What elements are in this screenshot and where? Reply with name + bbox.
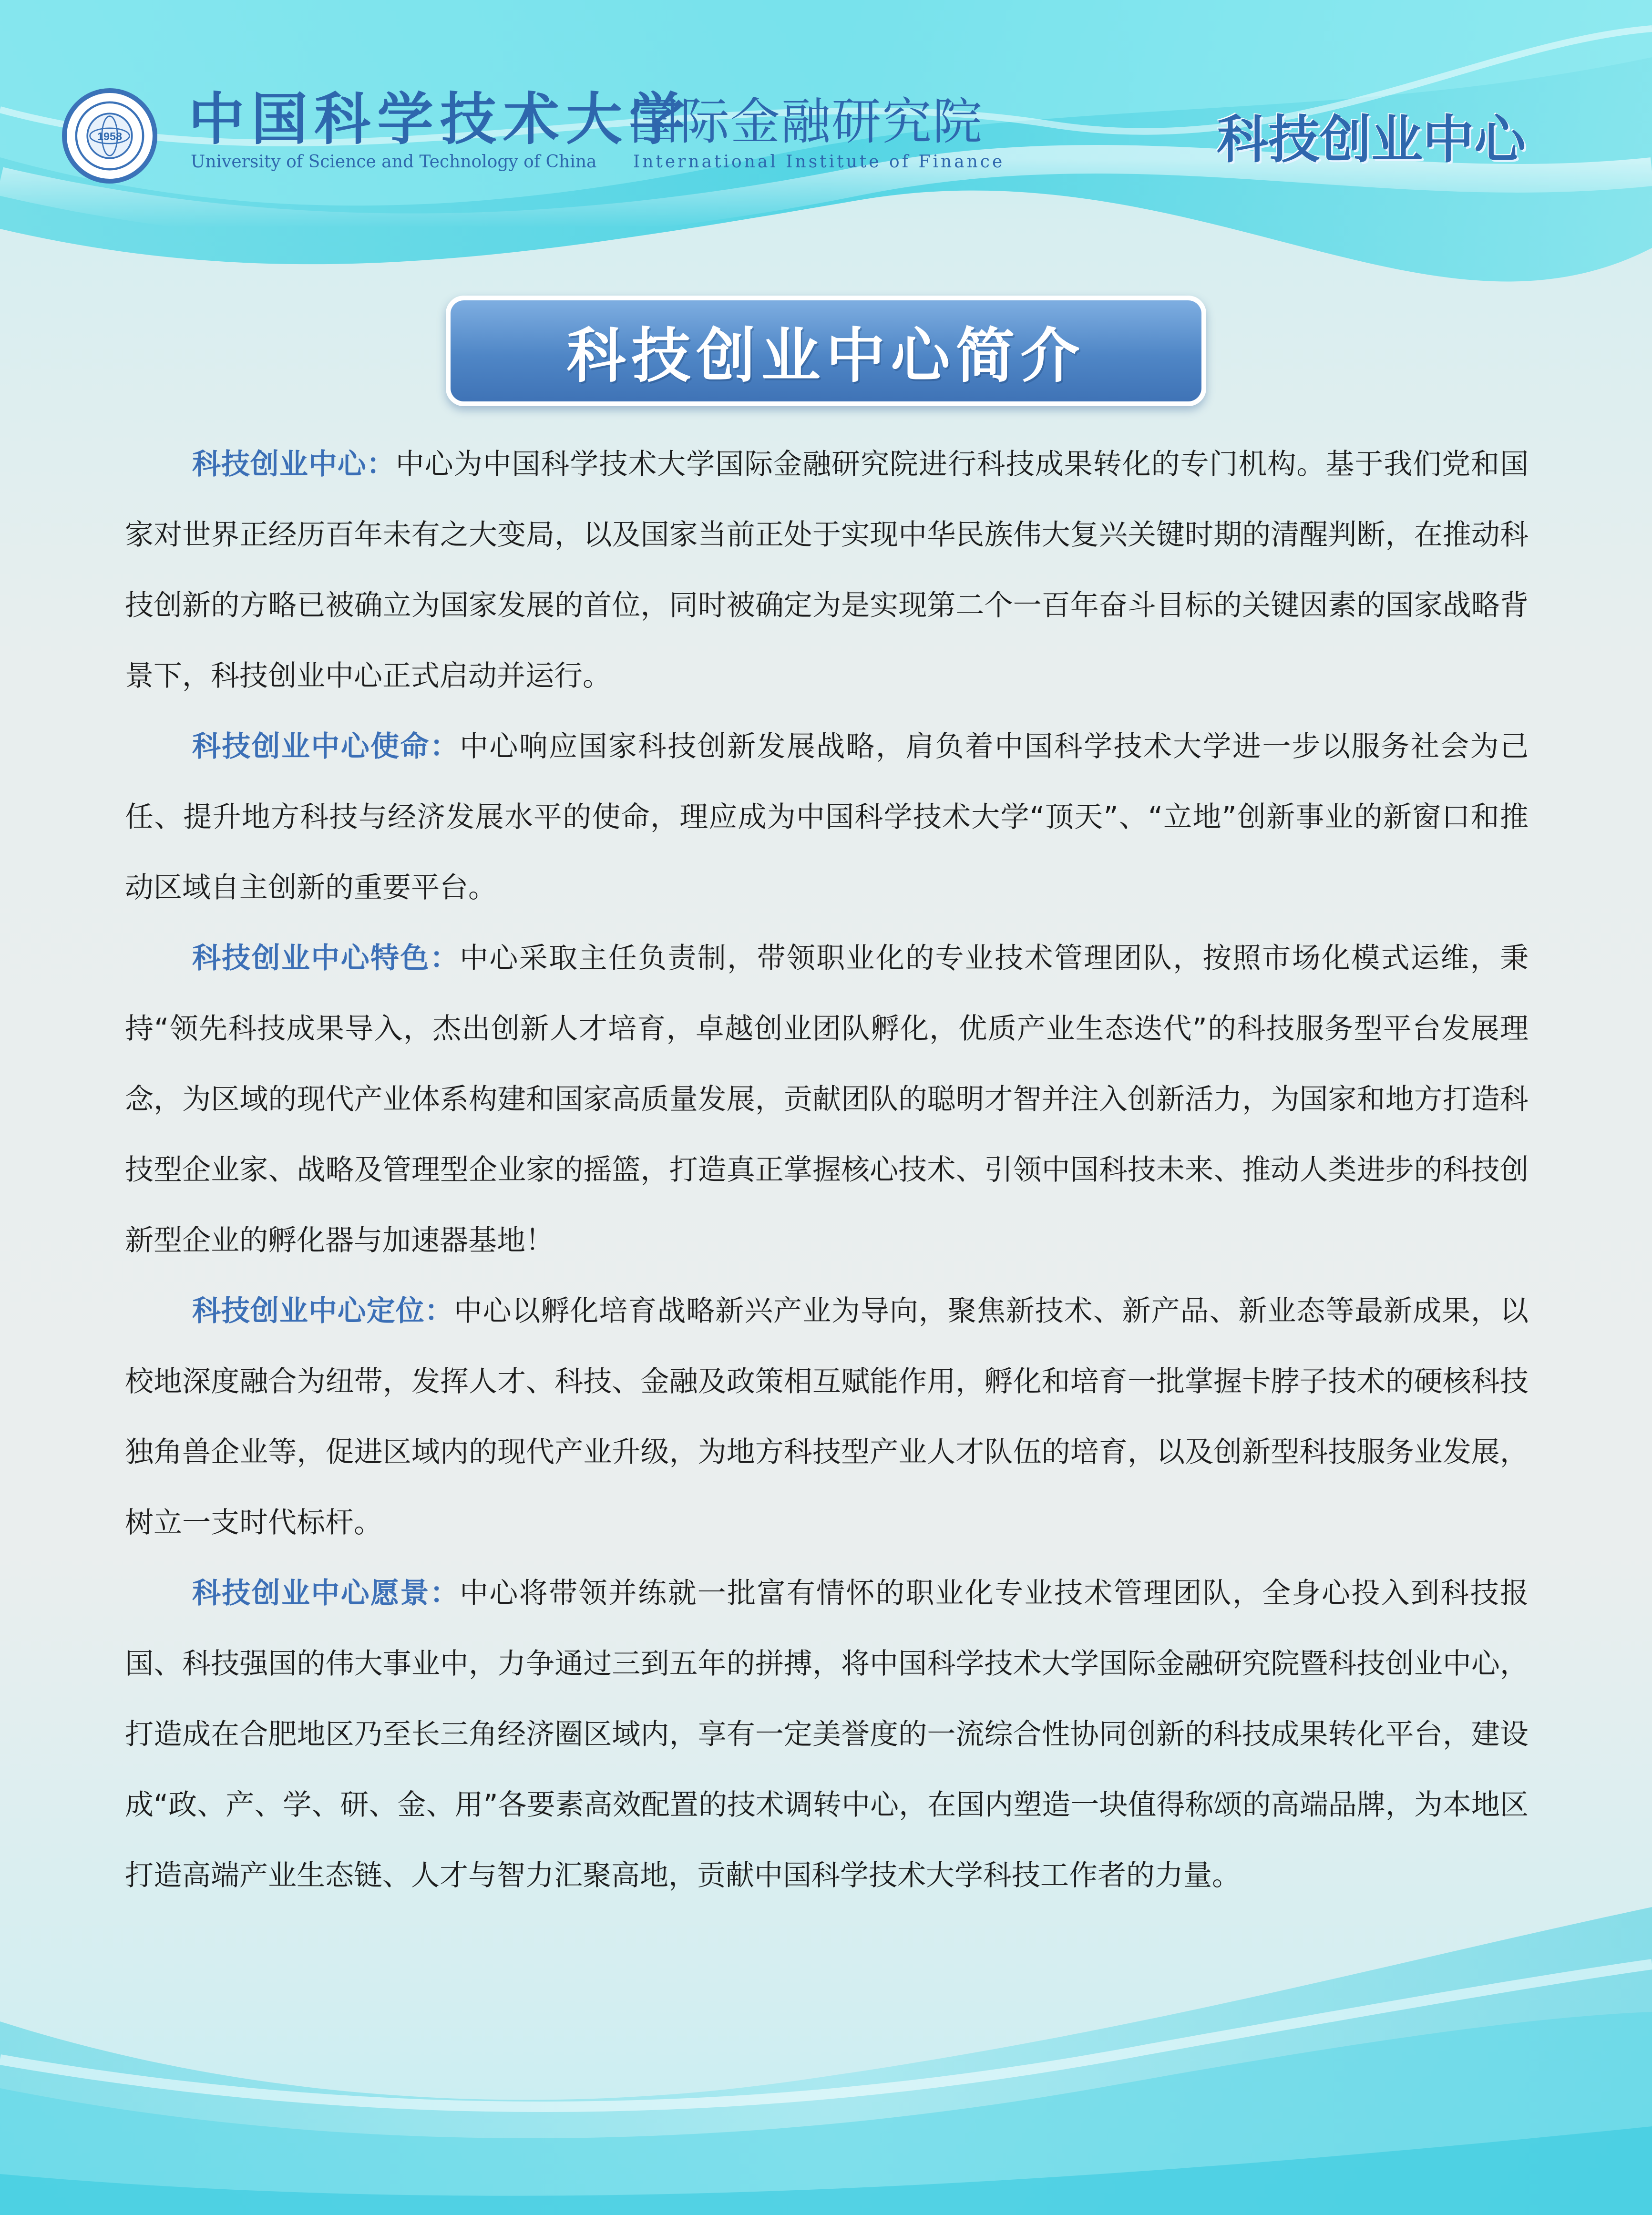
paragraph-text: 中心响应国家科技创新发展战略，肩负着中国科学技术大学进一步以服务社会为己任、提升地方科技与经济发展水平的使命，理应成为中国科学技术大学“顶天”、“立地”创新事业的新窗口和推动区域自主创新的重要平台。 — [125, 730, 1529, 904]
paragraph-text: 中心采取主任负责制，带领职业化的专业技术管理团队，按照市场化模式运维，秉持“领先科技成果导入，杰出创新人才培育，卓越创业团队孵化，优质产业生态迭代”的科技服务型平台发展理念，为区域的现代产业体系构建和国家高质量发展，贡献团队的聪明才智并注入创新活力，为国家和地方打造科技型企业家、战略及管理型企业家的摇篮，打造真正掌握核心技术、引领中国科技未来、推动人类进步的科技创新型企业的孵化器与加速器基地！ — [125, 942, 1529, 1257]
institute-name-en: International Institute of Finance — [633, 152, 1005, 172]
paragraph-text: 中心为中国科学技术大学国际金融研究院进行科技成果转化的专门机构。基于我们党和国家对世界正经历百年未有之大变局，以及国家当前正处于实现中华民族伟大复兴关键时期的清醒判断，在推动科技创新的方略已被确立为国家发展的首位，同时被确定为是实现第二个一百年奋斗目标的关键因素的国家战略背景下，科技创业中心正式启动并运行。 — [125, 448, 1529, 693]
paragraph-label: 科技创业中心定位： — [192, 1294, 454, 1328]
paragraph-features — [125, 923, 1529, 1276]
university-name-en: University of Science and Technology of China — [191, 152, 597, 172]
paragraph-text: 中心以孵化培育战略新兴产业为导向，聚焦新技术、新产品、新业态等最新成果，以校地深度融合为纽带，发挥人才、科技、金融及政策相互赋能作用，孵化和培育一批掌握卡脖子技术的硬核科技独角兽企业等，促进区域内的现代产业升级，为地方科技型产业人才队伍的培育，以及创新型科技服务业发展，树立一支时代标杆。 — [125, 1294, 1529, 1539]
intro-content — [125, 429, 1529, 1911]
paragraph-vision — [125, 1558, 1529, 1911]
institute-name-cn: 国际金融研究院 — [629, 92, 984, 151]
paragraph-text: 中心将带领并练就一批富有情怀的职业化专业技术管理团队，全身心投入到科技报国、科技强国的伟大事业中，力争通过三到五年的拼搏，将中国科学技术大学国际金融研究院暨科技创业中心，打造成在合肥地区乃至长三角经济圈区域内，享有一定美誉度的一流综合性协同创新的科技成果转化平台，建设成“政、产、学、研、金、用”各要素高效配置的技术调转中心，在国内塑造一块值得称颂的高端品牌，为本地区打造高端产业生态链、人才与智力汇聚高地，贡献中国科学技术大学科技工作者的力量。 — [125, 1577, 1529, 1892]
paragraph-positioning — [125, 1276, 1529, 1558]
intro-banner — [446, 296, 1206, 406]
paragraph-label: 科技创业中心使命： — [192, 730, 460, 763]
university-emblem-icon — [62, 88, 157, 184]
banner-title: 科技创业中心简介 — [566, 322, 1086, 390]
paragraph-label: 科技创业中心特色： — [192, 942, 460, 975]
paragraph-overview — [125, 429, 1529, 711]
paragraph-label: 科技创业中心： — [192, 448, 396, 481]
university-name-cn: 中国科学技术大学 — [188, 86, 692, 152]
emblem-year: 1958 — [97, 130, 123, 143]
paragraph-label: 科技创业中心愿景： — [192, 1577, 460, 1610]
center-title: 科技创业中心 — [1216, 110, 1526, 170]
paragraph-mission — [125, 711, 1529, 923]
